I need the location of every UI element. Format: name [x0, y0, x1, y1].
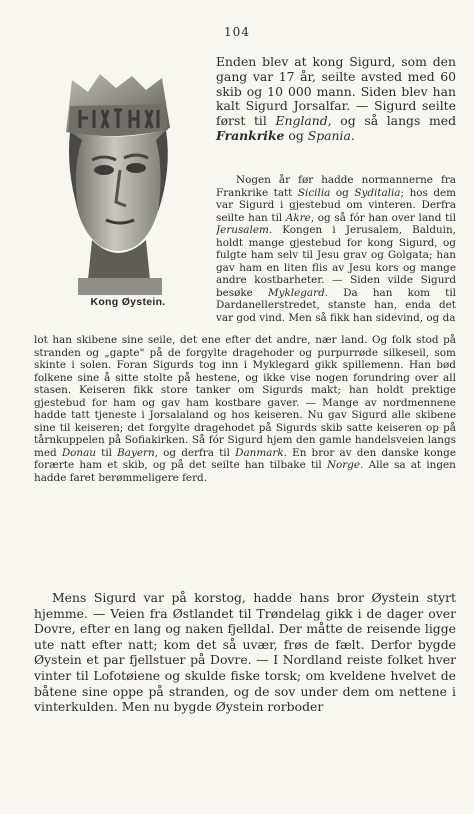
text-run: Enden blev at kong Sigurd, som den gang var 17 år, seilte avsted med 60 skib og 10 000 mann. Siden blev han kalt Sigurd Jorsalfar. — Sigurd seilte først til: [216, 54, 456, 129]
crusade-paragraph: Nogen år før hadde normannerne fra Frankrike tatt Sicilia og Syditalia; hos dem var Sigurd i gjestebud om vinteren. Derfra seilte han til Akre, og så fór han over land til Jerusalem. Kongen i Jerusalem, Balduin, holdt mange gjestebud for kong Sigurd, og fulgte ham selv til Jesu grav og Golgata; han gav ham en liten flis av Jesu kors og mange andre kostbarheter. — Siden vilde Sigurd besøke Myklegard. Da han kom til Dardanellerstredet, stanste han, enda det var god vind. Men så fikk han sidevind, og da: [216, 174, 456, 324]
place-name-syditalia: Syditalia: [354, 186, 401, 199]
closing-paragraph-text: Mens Sigurd var på korstog, hadde hans bror Øystein styrt hjemme. — Veien fra Østlandet til Trøndelag gikk i de dager over Dovre, efter en lang og naken fjelldal. Der måtte de reisende ligge ute natt efter natt; kom det så uvær, frøs de fælt. Derfor bygde Øystein et par fjellstuer på Dovre. — I Nordland reiste folket hver vinter til Lofotøiene og skulde fiske torsk; om kveldene hvelvet de båtene sine oppe på stranden, og de sov under dem om nettene i vinterkulden. Men nu bygde Øystein rorboder: [34, 590, 456, 715]
place-name-frankrike: Frankrike: [216, 127, 285, 143]
crusade-paragraph-continued-text: lot han skibene sine seile, det ene efter det andre, nær land. Og folk stod på stranden og „gapte" på de forgylte dragehoder og purpurrøde silkeseil, som skinte i solen. Foran Sigurds tog inn i Myklegard gikk spillemenn. Han bød folkene sine å sitte stolte på hestene, og ikke vise nogen forundring over all stasen. Keiseren fikk store tanker om Sigurds makt; han holdt prektige gjestebud for ham og gav ham kostbare gaver. — Mange av nordmennene hadde tatt tjeneste i Jorsalaland og hos keiseren. Nu gav Sigurd alle skibene sine til keiseren; det forgylte dragehodet på Sigurds skib satte keiseren op på tårnkuppelen på Sofiakirken. Så fór Sigurd hjem den gamle handelsveien langs med Donau til Bayern, og derfra til Danmark. En bror av den danske konge forærte ham et skib, og på det seilte han tilbake til Norge. Alle sa at ingen hadde faret berømmeligere ferd.: [34, 334, 457, 484]
place-name-norge: Norge: [326, 459, 361, 471]
place-name-sicilia: Sicilia: [297, 186, 331, 199]
figure-caption: Kong Øystein.: [90, 296, 166, 308]
page-number: 104: [224, 25, 250, 39]
text-run: , og så langs med: [327, 113, 456, 129]
place-name-danmark: Danmark: [235, 446, 284, 459]
place-name-donau: Donau: [61, 446, 96, 459]
place-name-spania: Spania: [307, 127, 351, 143]
sculpture-illustration: [58, 70, 180, 295]
place-name-jerusalem: Jerusalem: [216, 224, 269, 236]
intro-paragraph: [216, 55, 456, 144]
text-run: .: [350, 127, 355, 143]
text-run: og: [284, 127, 308, 143]
place-name-myklegard: Myklegard: [267, 286, 325, 299]
king-oystein-sculpture-image: [58, 70, 180, 295]
place-name-england: England: [275, 113, 328, 129]
closing-paragraph: [34, 590, 456, 715]
crusade-paragraph-continued: [34, 334, 456, 484]
place-name-akre: Akre: [285, 211, 311, 224]
place-name-bayern: Bayern: [117, 446, 155, 459]
